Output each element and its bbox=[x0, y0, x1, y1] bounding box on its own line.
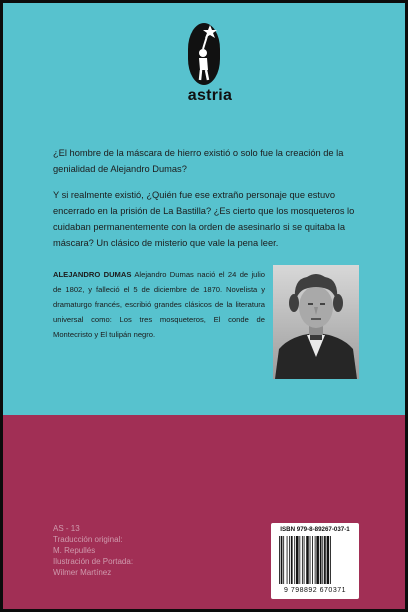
translation-label: Traducción original: bbox=[53, 535, 123, 544]
reader-figure-icon bbox=[188, 23, 220, 85]
barcode-icon bbox=[279, 536, 351, 584]
translator-name: M. Repullés bbox=[53, 546, 96, 555]
illustrator-name: Wilmer Martínez bbox=[53, 568, 112, 577]
publisher-name: astria bbox=[187, 87, 233, 104]
top-panel bbox=[3, 3, 405, 415]
author-bio-text: Alejandro Dumas nació el 24 de julio de 1802, y falleció el 5 de diciembre de 1870. Novelista y dramaturgo francés, escribió grandes clásicos de la literatura universal como: Los tres mosqueteros, El conde de Montecristo y El tulipán negro. bbox=[53, 270, 265, 339]
synopsis-paragraph-1: ¿El hombre de la máscara de hierro existió o solo fue la creación de la genialidad de Alejandro Dumas? bbox=[53, 148, 344, 174]
author-name: ALEJANDRO DUMAS bbox=[53, 270, 132, 279]
credits-block bbox=[53, 523, 133, 578]
cover-illustration-label: Ilustración de Portada: bbox=[53, 557, 134, 566]
author-portrait bbox=[273, 265, 359, 379]
isbn-barcode-box bbox=[271, 523, 359, 599]
author-portrait-image bbox=[273, 265, 359, 379]
synopsis-paragraph-2: Y si realmente existió, ¿Quién fue ese extraño personaje que estuvo encerrado en la prisión de La Bastilla? ¿Es cierto que los mosqueteros lo cuidaban permanentemente con la orden de asesinarlo si se quitaba la máscara? Un clásico de misterio que vale la pena leer. bbox=[53, 190, 355, 248]
publisher-logo bbox=[180, 15, 240, 111]
author-bio bbox=[53, 267, 265, 342]
isbn-digits: 9 798892 670371 bbox=[284, 587, 346, 594]
book-back-cover bbox=[3, 3, 405, 609]
logo-badge bbox=[188, 23, 220, 85]
isbn-label: ISBN 979-8-89267-037-1 bbox=[280, 526, 350, 533]
collection-code: AS - 13 bbox=[53, 524, 80, 533]
